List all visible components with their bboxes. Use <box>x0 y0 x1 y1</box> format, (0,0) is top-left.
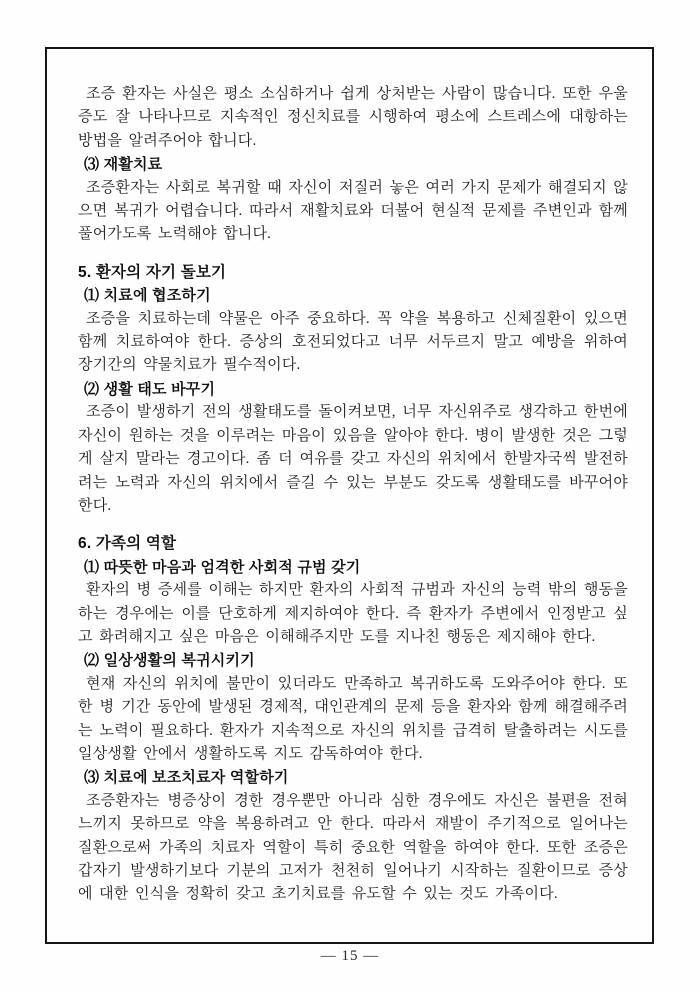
sub-heading-change-lifestyle: ⑵ 생활 태도 바꾸기 <box>84 380 216 398</box>
sub-heading-rehab-treatment: ⑶ 재활치료 <box>84 156 163 174</box>
body-paragraph: 환자의 병 증세를 이해는 하지만 환자의 사회적 규범과 자신의 능력 밖의 행동을 하는 경우에는 이를 단호하게 제지하여야 한다. 즉 환자가 주변에서 인정받고 싶고 화려해지고 싶은 마음은 이해해주지만 도를 지나친 행동은 제지해야 한다. <box>78 582 628 645</box>
sub-heading-warm-heart-strict-norms: ⑴ 따뜻한 마음과 엄격한 사회적 규범 갖기 <box>84 558 361 576</box>
sub-heading-co-therapist-role: ⑶ 치료에 보조치료자 역할하기 <box>84 769 289 787</box>
page-number: — 15 — <box>320 948 380 964</box>
body-paragraph: 조증을 치료하는데 약물은 아주 중요하다. 꼭 약을 복용하고 신체질환이 있으면 함께 치료하여야 한다. 증상의 호전되었다고 너무 서두르지 말고 예방을 위하여 장기간의 약물치료가 필수적이다. <box>78 310 628 374</box>
sub-heading-return-daily-life: ⑵ 일상생활의 복귀시키기 <box>84 652 255 670</box>
body-paragraph: 조증 환자는 사실은 평소 소심하거나 쉽게 상처받는 사람이 많습니다. 또한 우울증도 잘 나타나므로 지속적인 정신치료를 시행하여 평소에 스트레스에 대항하는 방법을 알려주어야 합니다. <box>78 86 628 149</box>
body-paragraph: 조증환자는 사회로 복귀할 때 자신이 저질러 놓은 여러 가지 문제가 해결되지 않으면 복귀가 어렵습니다. 따라서 재활치료와 더불어 현실적 문제를 주변인과 함께 풀어가도록 노력해야 합니다. <box>78 179 628 243</box>
body-paragraph: 현재 자신의 위치에 불만이 있더라도 만족하고 복귀하도록 도와주어야 한다. 또한 병 기간 동안에 발생된 경제적, 대인관계의 문제 등을 환자와 함께 해결해주려는 노력이 필요하다. 환자가 지속적으로 자신의 위치를 급격히 탈출하려는 시도를 일상생활 안에서 생활하도록 지도 감독하여야 한다. <box>78 675 628 762</box>
body-paragraph: 조증환자는 병증상이 경한 경우뿐만 아니라 심한 경우에도 자신은 불편을 전혀 느끼지 못하므로 약을 복용하려고 안 한다. 따라서 재발이 주기적으로 일어나는 질환으로써 가족의 치료자 역할이 특히 중요한 역할을 하여야 한다. 또한 조증은 갑자기 발생하기보다 기분의 고저가 천천히 일어나기 시작하는 질환이므로 증상에 대한 인식을 정확히 갖고 초기치료를 유도할 수 있는 것도 가족이다. <box>78 792 628 903</box>
section-heading-self-care: 5. 환자의 자기 돌보기 <box>78 263 227 281</box>
document-content <box>78 83 628 907</box>
section-heading-family-role: 6. 가족의 역할 <box>78 535 177 553</box>
body-paragraph: 조증이 발생하기 전의 생활태도를 돌이켜보면, 너무 자신위주로 생각하고 한번에 자신이 원하는 것을 이루려는 마음이 있음을 알아야 한다. 병이 발생한 것은 그렇게 살지 말라는 경고이다. 좀 더 여유를 갖고 자신의 위치에서 한발자국씩 발전하려는 노력과 자신의 위치에서 즐길 수 있는 부분도 갖도록 생활태도를 바꾸어야 한다. <box>78 404 628 514</box>
sub-heading-cooperate-treatment: ⑴ 치료에 협조하기 <box>84 287 211 305</box>
page-border-frame <box>45 47 654 944</box>
